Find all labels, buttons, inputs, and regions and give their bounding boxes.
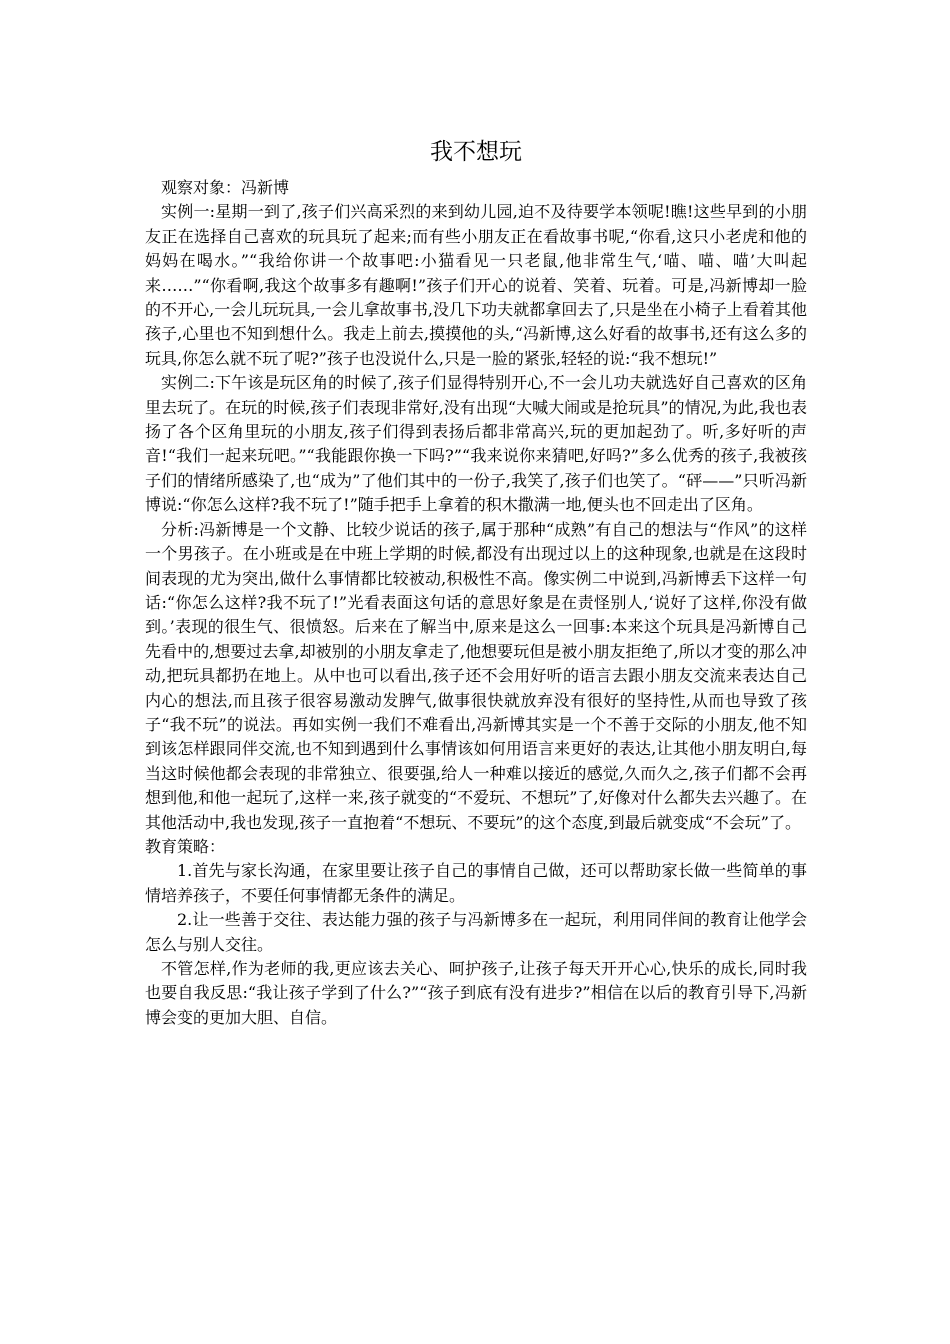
analysis-paragraph: 分析:冯新博是一个文静、比较少说话的孩子,属于那种“成熟”有自己的想法与“作风”的这样一个男孩子。在小班或是在中班上学期的时候,都没有出现过以上的这种现象,也就是在这段时间表现的尤为突出,做什么事情都比较被动,积极性不高。像实例二中说到,冯新博丢下这样一句话:“你怎么这样?我不玩了!”光看表面这句话的意思好象是在责怪别人,‘说好了这样,你没有做到。’表现的很生气、很愤怒。后来在了解当中,原来是这么一回事:本来这个玩具是冯新博自己先看中的,想要过去拿,却被别的小朋友拿走了,他想要玩但是被小朋友拒绝了,所以才变的那么冲动,把玩具都扔在地上。从中也可以看出,孩子还不会用好听的语言去跟小朋友交流来表达自己内心的想法,而且孩子很容易激动发脾气,做事很快就放弃没有很好的坚持性,从而也导致了孩子“我不玩”的说法。再如实例一我们不难看出,冯新博其实是一个不善于交际的小朋友,他不知到该怎样跟同伴交流,也不知到遇到什么事情该如何用语言来更好的表达,让其他小朋友明白,每当这时候他都会表现的非常独立、很要强,给人一种难以接近的感觉,久而久之,孩子们都不会再想到他,和他一起玩了,这样一来,孩子就变的“不爱玩、不想玩”了,好像对什么都失去兴趣了。在其他活动中,我也发现,孩子一直抱着“不想玩、不要玩”的这个态度,到最后就变成“不会玩”了。 [145, 519, 807, 832]
strategy-heading: 教育策略： [145, 836, 226, 856]
observation-subject: 观察对象：冯新博 [161, 178, 290, 197]
document-body [145, 132, 807, 1030]
strategy-item-2: 2.让一些善于交往、表达能力强的孩子与冯新博多在一起玩，利用同伴间的教育让他学会怎么与别人交往。 [145, 910, 807, 954]
conclusion-paragraph: 不管怎样,作为老师的我,更应该去关心、呵护孩子,让孩子每天开开心心,快乐的成长,同时我也要自我反思:“我让孩子学到了什么?”“孩子到底有没有进步?”相信在以后的教育引导下,冯新博会变的更加大胆、自信。 [145, 959, 807, 1027]
strategy-item-1: 1.首先与家长沟通，在家里要让孩子自己的事情自己做，还可以帮助家长做一些简单的事情培养孩子，不要任何事情都无条件的满足。 [145, 861, 807, 905]
case-two-paragraph: 实例二:下午该是玩区角的时候了,孩子们显得特别开心,不一会儿功夫就选好自己喜欢的区角里去玩了。在玩的时候,孩子们表现非常好,没有出现“大喊大闹或是抢玩具”的情况,为此,我也表扬了各个区角里玩的小朋友,孩子们得到表扬后都非常高兴,玩的更加起劲了。听,多好听的声音!“我们一起来玩吧。”“我能跟你换一下吗?”“我来说你来猜吧,好吗?”多么优秀的孩子,我被孩子们的情绪所感染了,也“成为”了他们其中的一份子,我笑了,孩子们也笑了。“砰——”只听冯新博说:“你怎么这样?我不玩了!”随手把手上拿着的积木撒满一地,便头也不回走出了区角。 [145, 373, 807, 515]
document-title: 我不想玩 [430, 139, 522, 165]
case-one-paragraph: 实例一:星期一到了,孩子们兴高采烈的来到幼儿园,迫不及待要学本领呢!瞧!这些早到的小朋友正在选择自己喜欢的玩具玩了起来;而有些小朋友正在看故事书呢,“你看,这只小老虎和他的妈妈在喝水。”“我给你讲一个故事吧:小猫看见一只老鼠,他非常生气,‘喵、喵、喵’大叫起来……”“你看啊,我这个故事多有趣啊!”孩子们开心的说着、笑着、玩着。可是,冯新博却一脸的不开心,一会儿玩玩具,一会儿拿故事书,没几下功夫就都拿回去了,只是坐在小椅子上看着其他孩子,心里也不知到想什么。我走上前去,摸摸他的头,“冯新博,这么好看的故事书,还有这么多的玩具,你怎么就不玩了呢?”孩子也没说什么,只是一脸的紧张,轻轻的说:“我不想玩!” [145, 202, 807, 368]
